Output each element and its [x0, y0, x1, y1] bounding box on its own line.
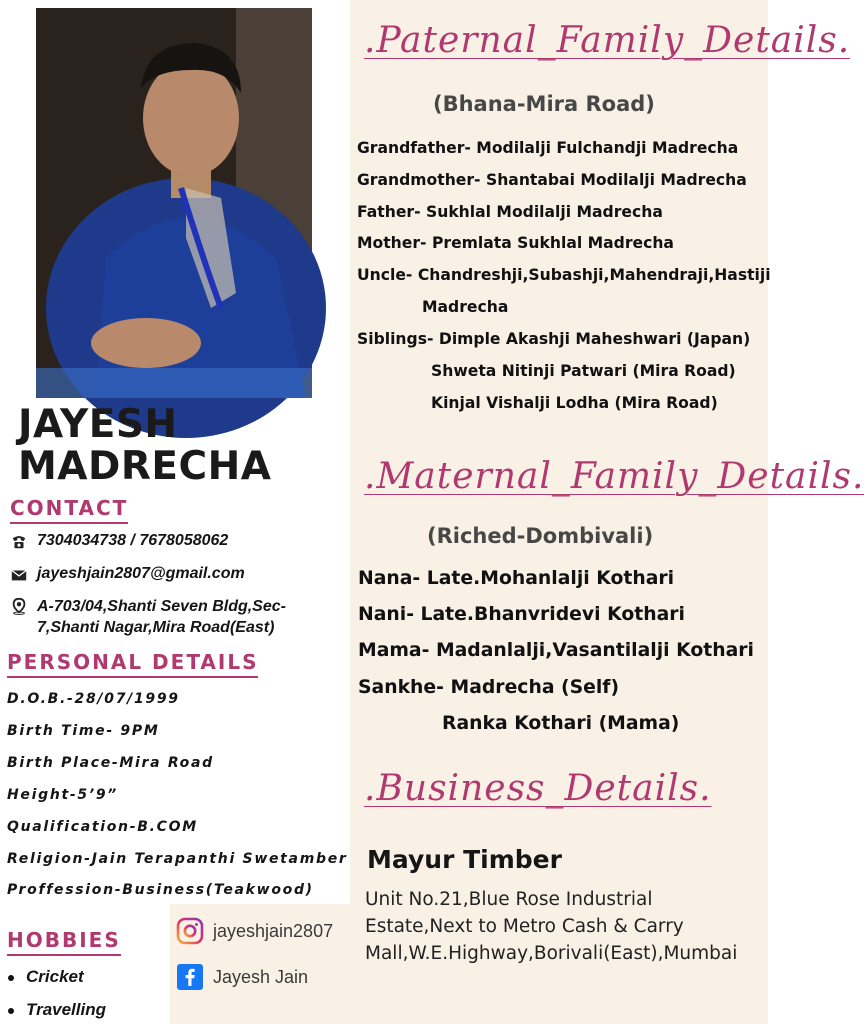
- maternal-line: Nana- Late.Mohanlalji Kothari: [358, 568, 675, 589]
- birth-time: Birth Time- 9PM: [7, 723, 160, 739]
- contact-address: [10, 596, 310, 638]
- birth-place: Birth Place-Mira Road: [7, 755, 214, 771]
- bullet-icon: [8, 975, 14, 981]
- dob: D.O.B.-28/07/1999: [7, 691, 180, 707]
- name-first: JAYESH: [18, 402, 178, 447]
- paternal-line: Shweta Nitinji Patwari (Mira Road): [431, 362, 736, 380]
- facebook-icon: [177, 964, 203, 990]
- hobby-label: Travelling: [26, 1000, 106, 1019]
- paternal-line: Father- Sukhlal Modilalji Madrecha: [357, 203, 663, 221]
- location-pin-icon: [10, 597, 28, 615]
- business-heading: .Business_Details.: [364, 768, 712, 809]
- profile-photo: [36, 8, 312, 398]
- hobbies-heading: HOBBIES: [7, 928, 121, 956]
- maternal-subheading: (Riched-Dombivali): [427, 524, 654, 548]
- name-last: MADRECHA: [18, 444, 272, 489]
- qualification: Qualification-B.COM: [7, 819, 198, 835]
- maternal-line: Nani- Late.Bhanvridevi Kothari: [358, 604, 685, 625]
- paternal-subheading: (Bhana-Mira Road): [433, 92, 655, 116]
- paternal-line: Kinjal Vishalji Lodha (Mira Road): [431, 394, 718, 412]
- bullet-icon: [8, 1008, 14, 1014]
- paternal-line: Siblings- Dimple Akashji Maheshwari (Japan): [357, 330, 751, 348]
- paternal-heading: .Paternal_Family_Details.: [364, 20, 851, 61]
- instagram-icon: [177, 918, 203, 944]
- hobby-label: Cricket: [26, 967, 84, 986]
- paternal-line: Grandfather- Modilalji Fulchandji Madrecha: [357, 139, 739, 157]
- mail-icon: [10, 566, 28, 584]
- maternal-line: Sankhe- Madrecha (Self): [358, 677, 620, 698]
- instagram-link[interactable]: [177, 918, 333, 944]
- contact-phone: [10, 532, 228, 551]
- email-text[interactable]: jayeshjain2807@gmail.com: [37, 565, 245, 582]
- paternal-line: Grandmother- Shantabai Modilalji Madrecha: [357, 171, 747, 189]
- maternal-heading: .Maternal_Family_Details.: [364, 456, 864, 497]
- phone-icon: [10, 533, 28, 551]
- personal-details-heading: PERSONAL DETAILS: [7, 650, 258, 678]
- profession: Proffession-Business(Teakwood): [7, 882, 314, 898]
- facebook-name[interactable]: Jayesh Jain: [213, 966, 309, 987]
- instagram-handle[interactable]: jayeshjain2807: [213, 920, 334, 941]
- height: Height-5’9”: [7, 787, 119, 803]
- business-name: Mayur Timber: [367, 845, 562, 874]
- religion: Religion-Jain Terapanthi Swetamber: [7, 851, 348, 867]
- facebook-link[interactable]: [177, 964, 308, 990]
- paternal-line: Mother- Premlata Sukhlal Madrecha: [357, 234, 674, 252]
- hobby-item: [8, 1000, 106, 1020]
- address-text: A-703/04,Shanti Seven Bldg,Sec-7,Shanti Nagar,Mira Road(East): [37, 598, 286, 636]
- phone-text[interactable]: 7304034738 / 7678058062: [37, 532, 229, 549]
- social-links: [170, 904, 350, 1024]
- candidate-name: [18, 404, 348, 488]
- hobby-item: [8, 967, 84, 987]
- contact-email: [10, 565, 245, 584]
- contact-heading: CONTACT: [10, 496, 128, 524]
- paternal-line: Madrecha: [422, 298, 509, 316]
- maternal-line: Mama- Madanlalji,Vasantilalji Kothari: [358, 640, 754, 661]
- business-address: Unit No.21,Blue Rose Industrial Estate,Next to Metro Cash & Carry Mall,W.E.Highway,Borivali(East),Mumbai: [365, 889, 738, 964]
- maternal-line: Ranka Kothari (Mama): [442, 713, 680, 734]
- paternal-line: Uncle- Chandreshji,Subashji,Mahendraji,Hastiji: [357, 266, 771, 284]
